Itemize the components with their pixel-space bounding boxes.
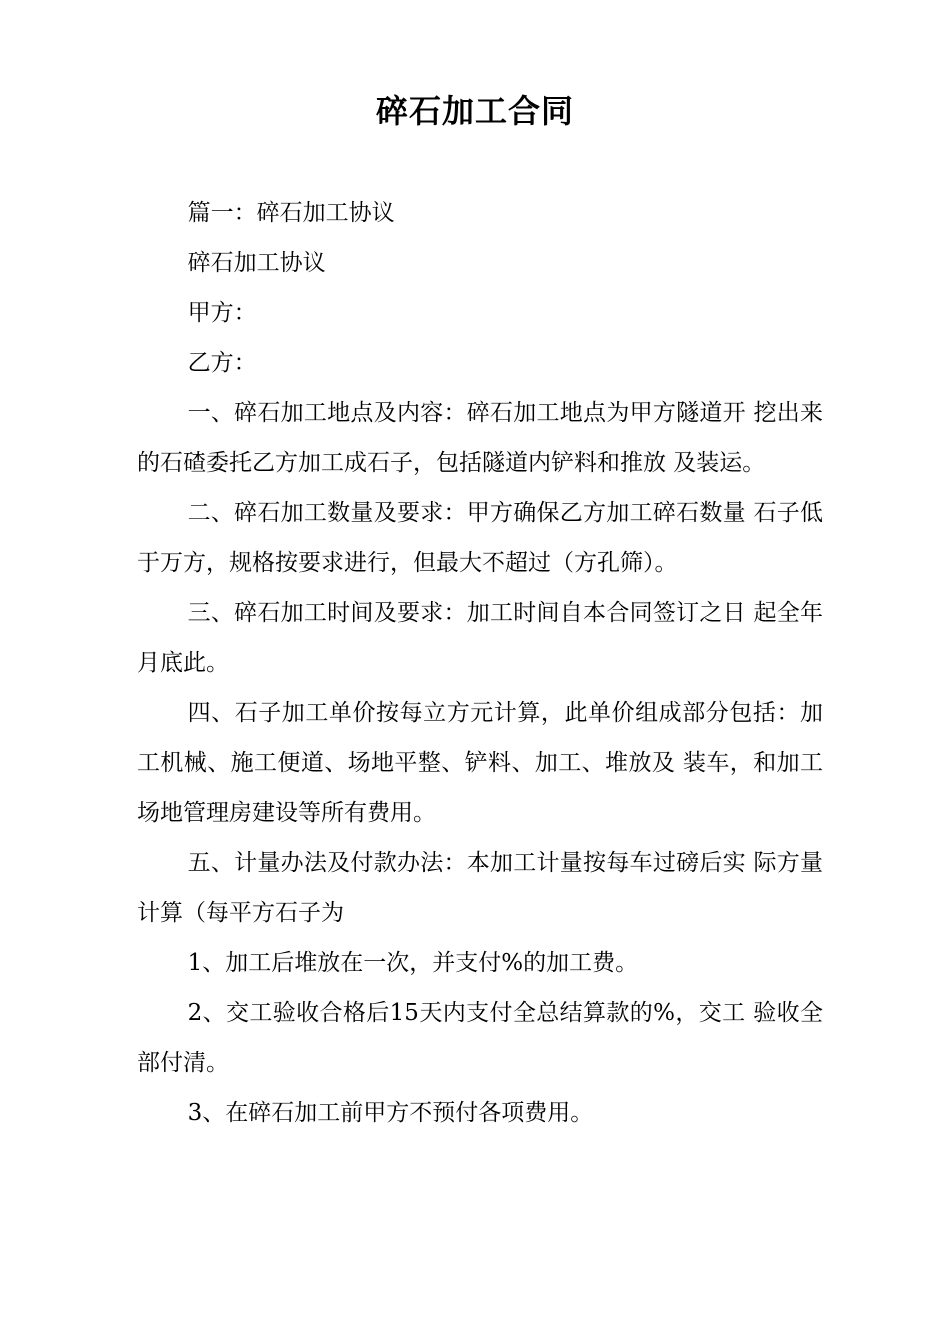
clause-3: 三、碎石加工时间及要求：加工时间自本合同签订之日 起全年月底此。 xyxy=(137,600,823,676)
section-heading: 篇一：碎石加工协议 xyxy=(187,200,395,226)
document-body xyxy=(137,188,823,1138)
party-b-line: 乙方： xyxy=(187,350,257,376)
payment-item-2: 2、交工验收合格后15天内支付全总结算款的%，交工 验收全部付清。 xyxy=(137,1000,823,1076)
clause-1: 一、碎石加工地点及内容：碎石加工地点为甲方隧道开 挖出来的石碴委托乙方加工成石子，包括隧道内铲料和推放 及装运。 xyxy=(137,400,823,476)
clause-4: 四、石子加工单价按每立方元计算，此单价组成部分包括：加工机械、施工便道、场地平整、铲料、加工、堆放及 装车，和加工场地管理房建设等所有费用。 xyxy=(137,700,823,826)
payment-item-1: 1、加工后堆放在一次，并支付%的加工费。 xyxy=(187,950,639,976)
clause-5: 五、计量办法及付款办法：本加工计量按每车过磅后实 际方量计算（每平方石子为 xyxy=(137,850,823,926)
agreement-name: 碎石加工协议 xyxy=(187,250,326,276)
clause-2: 二、碎石加工数量及要求：甲方确保乙方加工碎石数量 石子低于万方，规格按要求进行，但最大不超过（方孔筛）。 xyxy=(137,500,823,576)
document-title: 碎石加工合同 xyxy=(375,92,574,130)
party-a-line: 甲方： xyxy=(187,300,257,326)
payment-item-3: 3、在碎石加工前甲方不预付各项费用。 xyxy=(187,1100,594,1126)
